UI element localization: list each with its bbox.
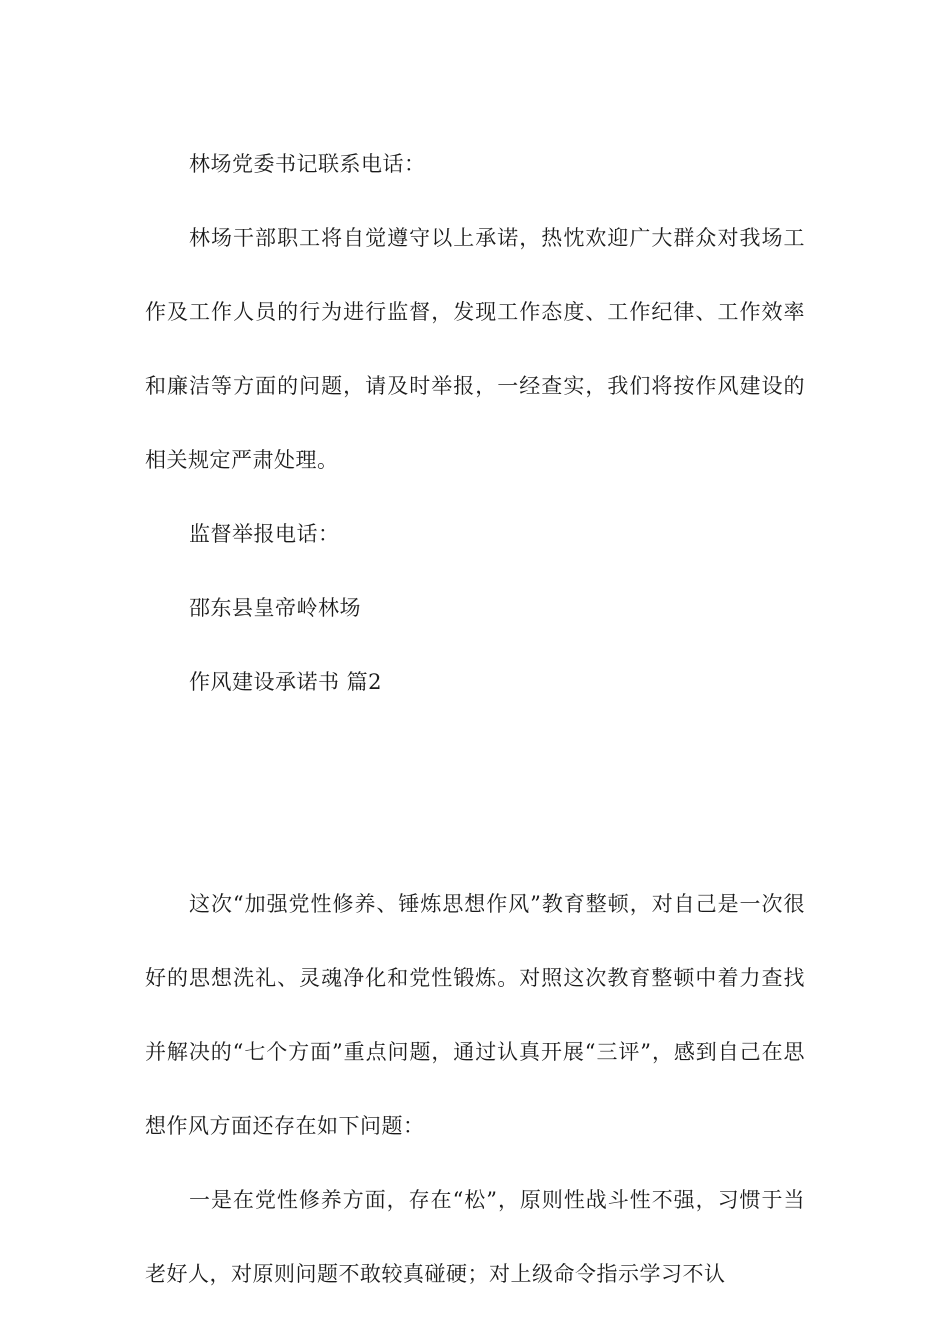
paragraph-commitment: 林场干部职工将自觉遵守以上承诺，热忱欢迎广大群众对我场工作及工作人员的行为进行监督，发现工作态度、工作纪律、工作效率和廉洁等方面的问题，请及时举报，一经查实，我们将按作风建设的相关规定严肃处理。 <box>145 226 805 472</box>
paragraph-contact-secretary: 林场党委书记联系电话： <box>189 152 426 176</box>
paragraph-issue-one: 一是在党性修养方面，存在“松”，原则性战斗性不强，习惯于当老好人，对原则问题不敢较真碰硬；对上级命令指示学习不认 <box>145 1188 805 1286</box>
paragraph-organization: 邵东县皇帝岭林场 <box>189 596 361 620</box>
section-gap <box>145 719 805 867</box>
paragraph-report-phone: 监督举报电话： <box>189 522 340 546</box>
document-body <box>145 127 805 1311</box>
paragraph-education: 这次“加强党性修养、锤炼思想作风”教育整顿，对自己是一次很好的思想洗礼、灵魂净化和党性锻炼。对照这次教育整顿中着力查找并解决的“七个方面”重点问题，通过认真开展“三评”，感到自己在思想作风方面还存在如下问题： <box>145 892 805 1138</box>
section-title: 作风建设承诺书 篇2 <box>189 670 383 694</box>
